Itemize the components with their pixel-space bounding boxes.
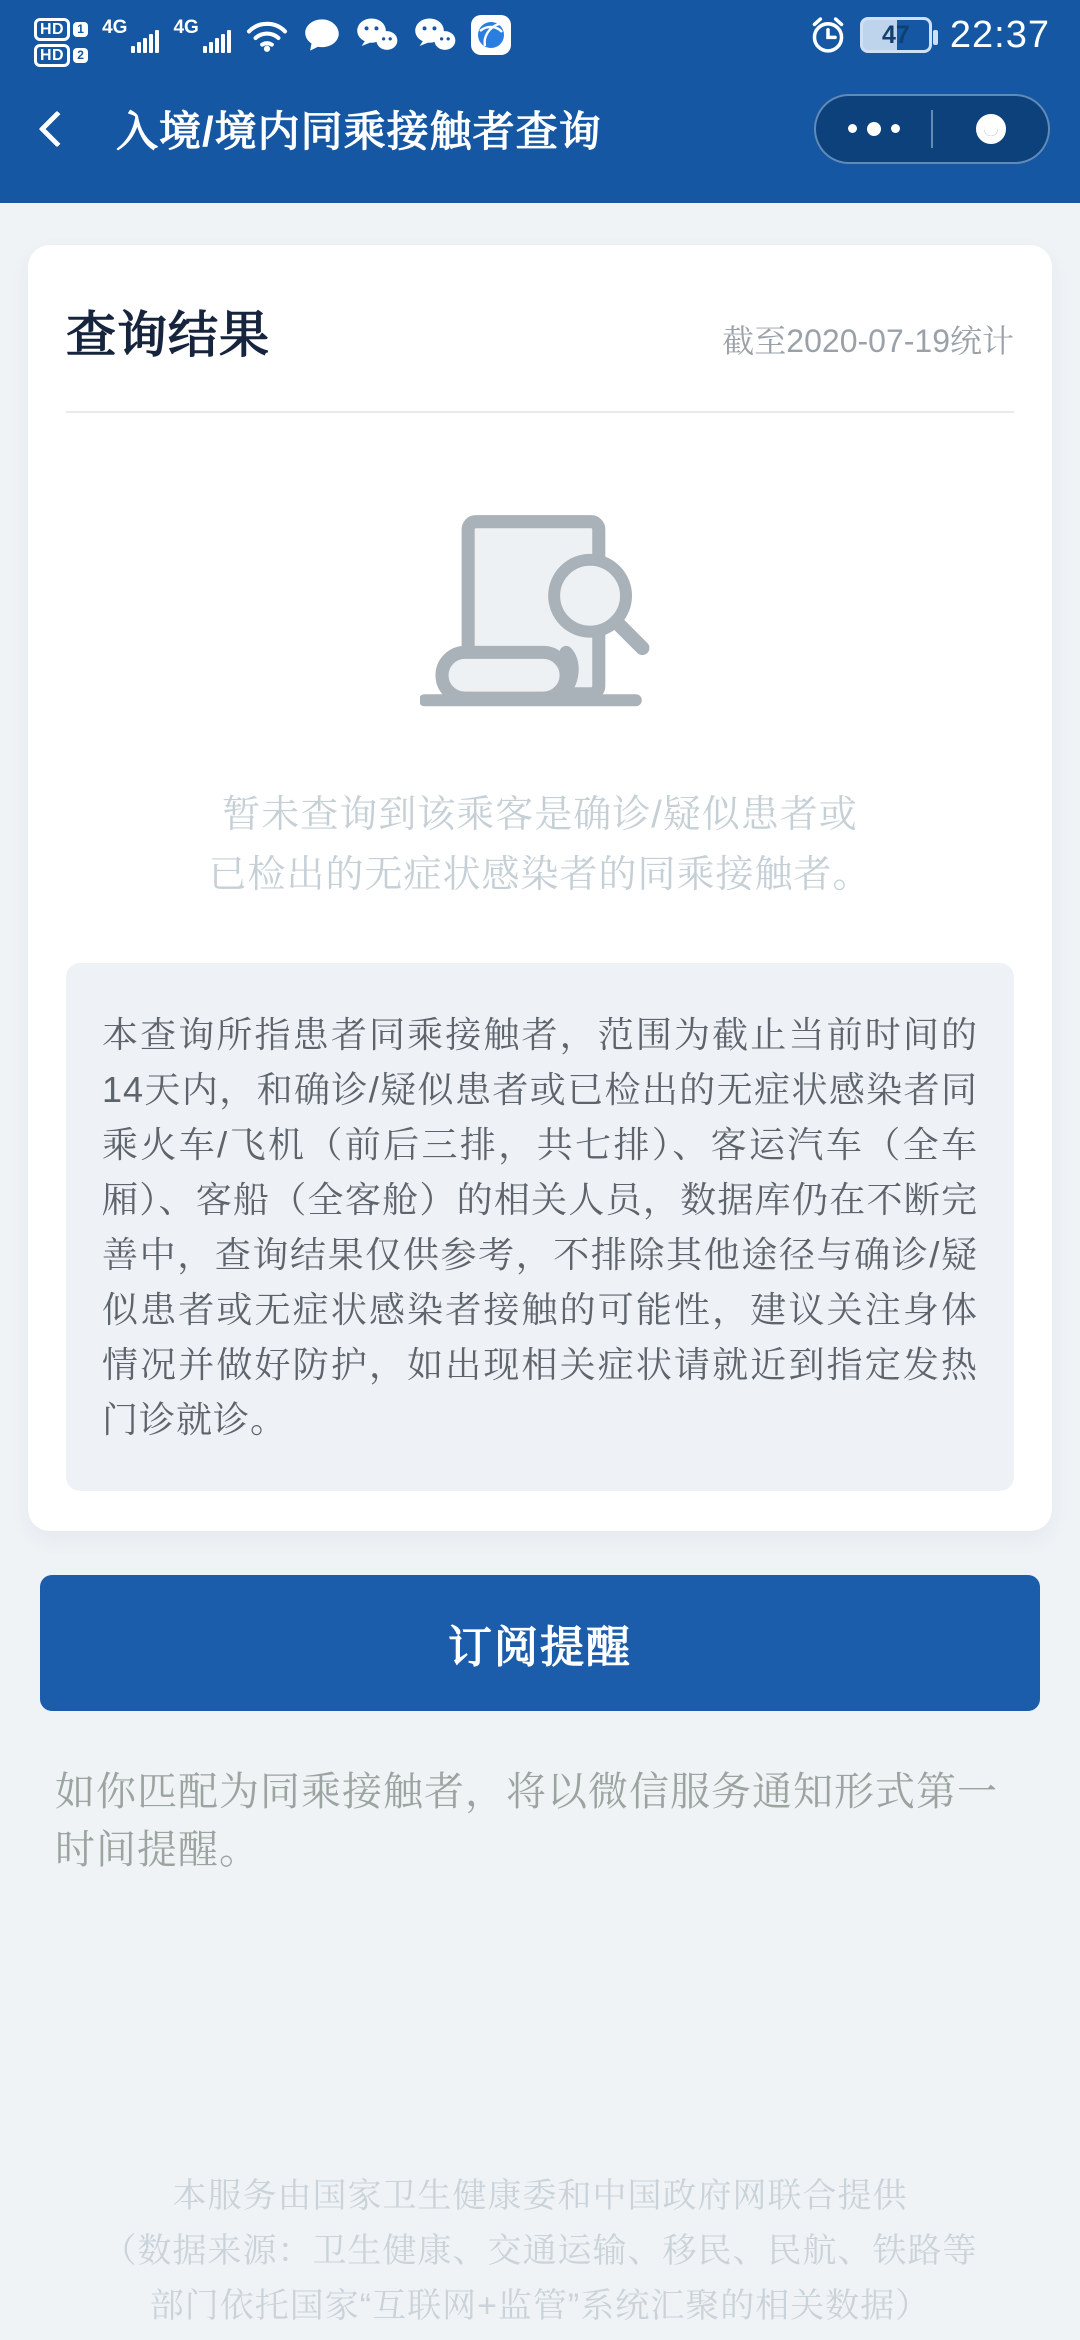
result-card bbox=[28, 245, 1052, 1531]
signal-sim1-icon: 4G bbox=[102, 17, 159, 53]
divider bbox=[66, 411, 1014, 413]
more-menu-button[interactable] bbox=[816, 96, 931, 162]
header bbox=[0, 0, 1080, 203]
page-title: 入境/境内同乘接触者查询 bbox=[116, 107, 602, 155]
exit-circle-icon bbox=[976, 114, 1006, 144]
back-button[interactable] bbox=[38, 104, 88, 154]
message-bubble-icon bbox=[303, 17, 341, 53]
status-bar bbox=[0, 0, 1080, 64]
wechat-icon bbox=[355, 16, 399, 54]
result-title: 查询结果 bbox=[66, 307, 270, 363]
battery-indicator: 47 bbox=[860, 17, 932, 53]
close-minimize-button[interactable] bbox=[933, 96, 1048, 162]
alarm-clock-icon bbox=[808, 15, 848, 55]
clock-time: 22:37 bbox=[949, 13, 1050, 56]
subscribe-reminder-button[interactable]: 订阅提醒 bbox=[40, 1575, 1040, 1711]
disclaimer-text: 本查询所指患者同乘接触者，范围为截止当前时间的14天内，和确诊/疑似患者或已检出的无症状感染者同乘火车/飞机（前后三排，共七排）、客运汽车（全车厢）、客船（全客舱）的相关人员，数据库仍在不断完善中，查询结果仅供参考，不排除其他途径与确诊/疑似患者或无症状感染者接触的可能性，建议关注身体情况并做好防护，如出现相关症状请就近到指定发热门诊就诊。 bbox=[102, 1014, 978, 1440]
back-chevron-icon bbox=[39, 110, 76, 147]
service-provider-footer bbox=[0, 2169, 1080, 2334]
hd2-icon: HD bbox=[34, 44, 70, 67]
empty-result-message: 暂未查询到该乘客是确诊/疑似患者或 已检出的无症状感染者的同乘接触者。 bbox=[208, 794, 872, 896]
signal-sim2-icon: 4G bbox=[173, 17, 230, 53]
nav-bar bbox=[0, 64, 1080, 203]
document-search-icon bbox=[420, 513, 660, 709]
wechat-notification-icon bbox=[413, 16, 457, 54]
wifi-icon bbox=[245, 17, 289, 53]
disclaimer-box bbox=[66, 963, 1014, 1491]
browser-app-icon bbox=[471, 15, 511, 55]
more-dots-icon bbox=[848, 122, 900, 136]
subscribe-note: 如你匹配为同乘接触者，将以微信服务通知形式第一时间提醒。 bbox=[55, 1770, 998, 1872]
stat-cutoff-date: 截至2020-07-19统计 bbox=[722, 323, 1014, 359]
miniprogram-capsule bbox=[814, 94, 1050, 164]
footer-line2: （数据来源：卫生健康、交通运输、移民、民航、铁路等 bbox=[102, 2232, 978, 2270]
footer-line3: 部门依托国家“互联网+监管”系统汇聚的相关数据） bbox=[149, 2287, 931, 2325]
footer-line1: 本服务由国家卫生健康委和中国政府网联合提供 bbox=[172, 2177, 908, 2215]
hd-voice-indicator: HD 1 HD 2 bbox=[34, 18, 88, 67]
hd1-icon: HD bbox=[34, 18, 70, 41]
